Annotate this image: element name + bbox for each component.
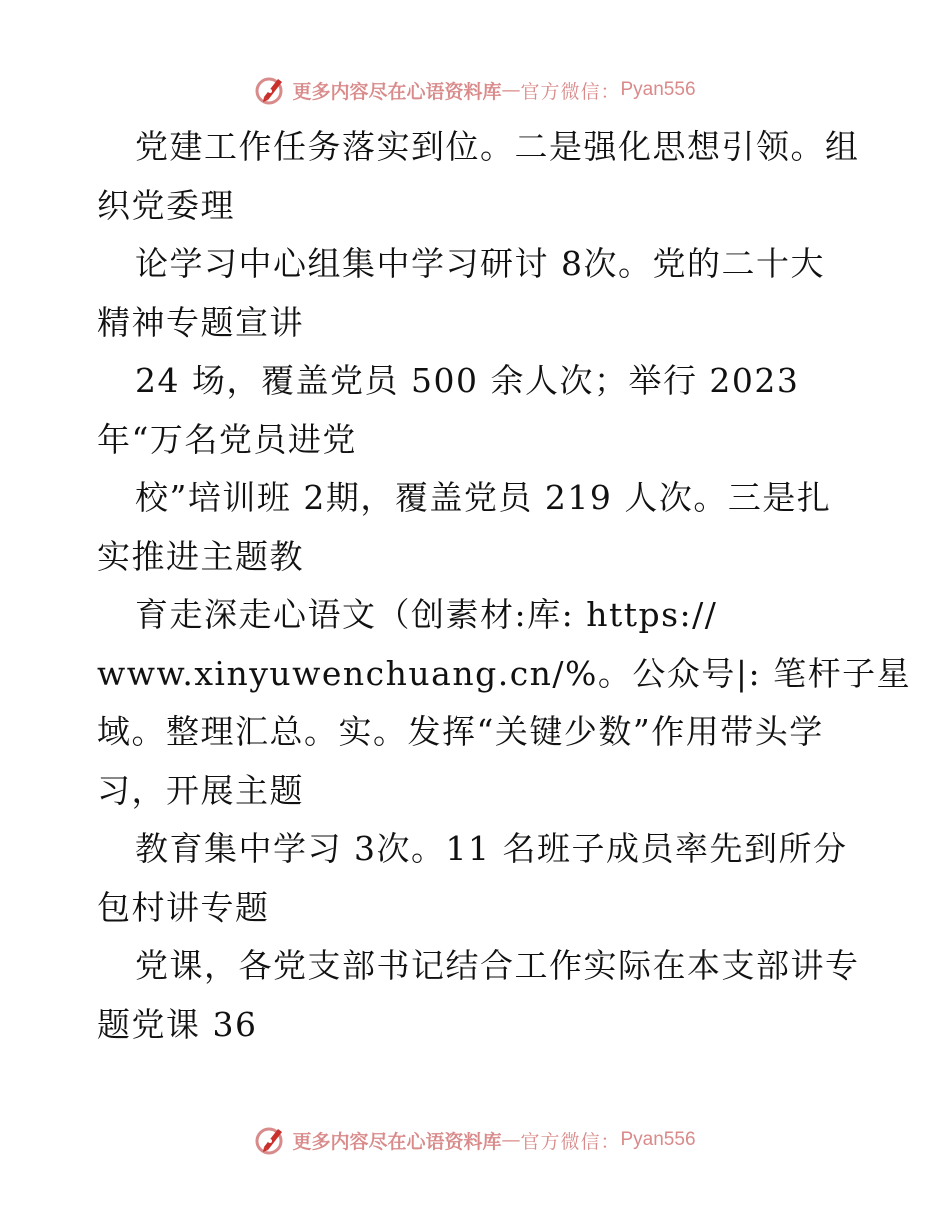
text-line: 包村讲专题 — [97, 887, 270, 927]
header-watermark-banner — [0, 70, 950, 110]
wechat-label: 官方微信： — [520, 80, 621, 103]
text-line: 党课，各党支部书记结合工作实际在本支部讲专 — [135, 946, 860, 985]
text-line: 年“万名党员进党 — [97, 419, 357, 459]
text-line: 织党委理 — [97, 185, 235, 225]
brand-text: 更多内容尽在心语资料库 — [292, 80, 502, 103]
pen-nib-circle-icon — [254, 1123, 288, 1157]
text-line: 域。整理汇总。实。发挥“关键少数”作用带头学 — [97, 712, 824, 751]
text-line: 精神专题宣讲 — [97, 302, 304, 342]
text-line: 题党课 36 — [97, 1004, 258, 1044]
pen-nib-circle-icon — [254, 73, 288, 107]
text-line: 校”培训班 2期，覆盖党员 219 人次。三是扎 — [135, 478, 832, 517]
text-line: 教育集中学习 3次。11 名班子成员率先到所分 — [135, 829, 848, 868]
text-line: 论学习中心组集中学习研讨 8次。党的二十大 — [135, 244, 825, 283]
wechat-id: Pyan556 — [620, 79, 696, 100]
wechat-label: 官方微信： — [520, 1130, 621, 1153]
text-line: 习，开展主题 — [97, 770, 304, 810]
banner-separator: — — [501, 1129, 521, 1151]
text-line: 党建工作任务落实到位。二是强化思想引领。组 — [135, 127, 860, 166]
text-line: www.xinyuwenchuang.cn/%。公众号|: 笔杆子星 — [97, 653, 912, 693]
text-line: 育走深走心语文（创素材:库: https:// — [135, 595, 718, 634]
wechat-id: Pyan556 — [620, 1129, 696, 1150]
banner-separator: — — [501, 79, 521, 101]
text-line: 实推进主题教 — [97, 536, 304, 576]
brand-text: 更多内容尽在心语资料库 — [292, 1130, 502, 1153]
text-line: 24 场，覆盖党员 500 余人次；举行 2023 — [135, 361, 800, 400]
footer-watermark-banner — [0, 1120, 950, 1160]
document-body — [97, 118, 912, 1054]
